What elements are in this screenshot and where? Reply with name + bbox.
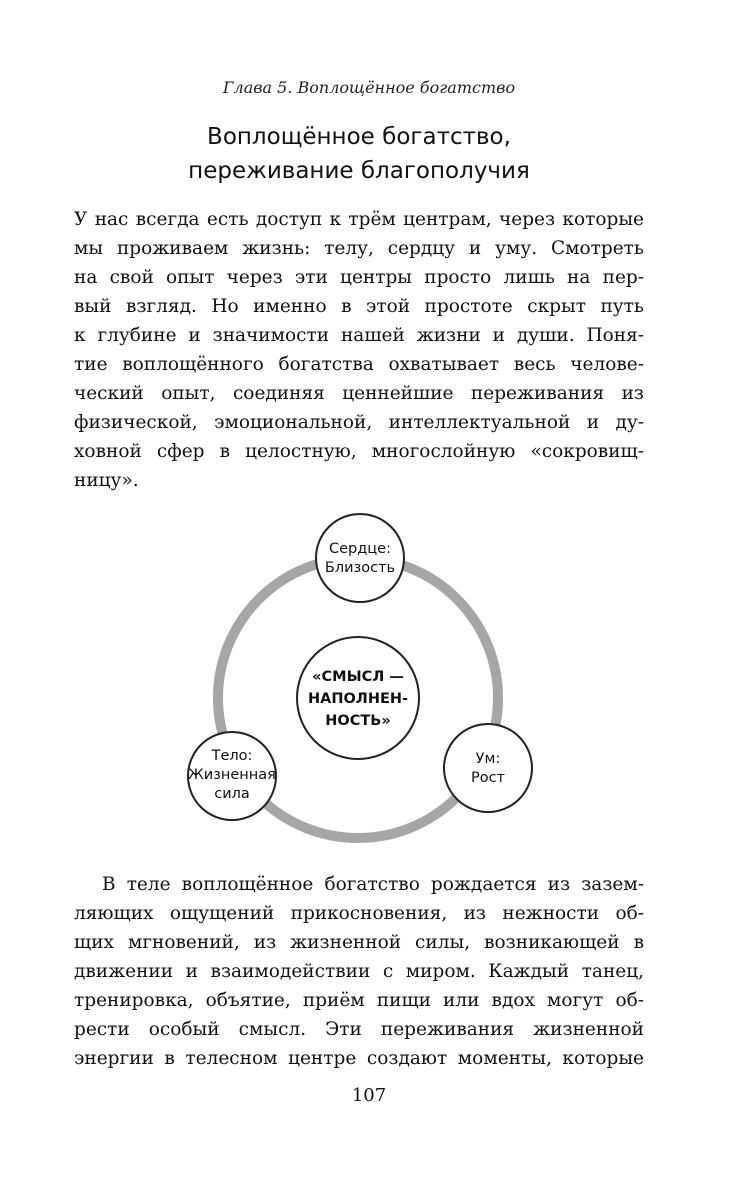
three-centers-diagram — [184, 513, 554, 843]
section-title — [74, 120, 644, 188]
text-line: движении и взаимодействии с миром. Каждый танец, — [74, 961, 644, 982]
center-label-line: НОСТЬ» — [325, 713, 391, 729]
page-number: 107 — [351, 1085, 387, 1106]
mind-label-line: Ум: — [475, 751, 501, 767]
text-line: физической, эмоциональной, интеллектуальной и ду- — [74, 412, 644, 433]
text-line: мы проживаем жизнь: телу, сердцу и уму. Смотреть — [74, 238, 644, 259]
text-line: ницу». — [74, 470, 139, 491]
section-title-line: переживание благополучия — [188, 158, 530, 184]
mind-label-line: Рост — [470, 770, 506, 786]
body-label-line: Жизненная — [188, 767, 276, 783]
section-title-line: Воплощённое богатство, — [207, 124, 511, 150]
text-line: на свой опыт через эти центры просто лишь на пер- — [74, 267, 644, 288]
heart-label-line: Близость — [324, 560, 396, 576]
text-line: В теле воплощённое богатство рождается из зазем- — [102, 874, 644, 895]
text-line: к глубине и значимости нашей жизни и души. Поня- — [74, 325, 644, 346]
center-label-line: НАПОЛНЕН- — [307, 691, 409, 707]
text-line: ческий опыт, соединяя ценнейшие переживания из — [74, 383, 644, 404]
body-label-line: сила — [214, 786, 250, 802]
center-label-line: «СМЫСЛ — — [312, 669, 404, 685]
paragraph-body — [74, 870, 644, 1073]
body-label-line: Тело: — [211, 748, 253, 764]
running-head: Глава 5. Воплощённое богатство — [222, 78, 516, 97]
text-line: тренировка, объятие, приём пищи или вдох могут об- — [74, 990, 644, 1011]
text-line: вый взгляд. Но именно в этой простоте скрыт путь — [74, 296, 644, 317]
heart-circle — [316, 514, 404, 602]
text-line: ляющих ощущений прикосновения, из нежности об- — [74, 903, 644, 924]
heart-label-line: Сердце: — [329, 541, 391, 557]
text-line: рести особый смысл. Эти переживания жизненной — [74, 1019, 644, 1040]
text-line: энергии в телесном центре создают моменты, которые — [74, 1048, 644, 1069]
text-line: тие воплощённого богатства охватывает весь челове- — [74, 354, 644, 375]
paragraph-intro — [74, 205, 644, 495]
text-line: щих мгновений, из жизненной силы, возникающей в — [74, 932, 644, 953]
mind-circle — [444, 724, 532, 812]
text-line: ховной сфер в целостную, многослойную «сокровищ- — [74, 441, 644, 462]
text-line: У нас всегда есть доступ к трём центрам, через которые — [74, 209, 644, 230]
